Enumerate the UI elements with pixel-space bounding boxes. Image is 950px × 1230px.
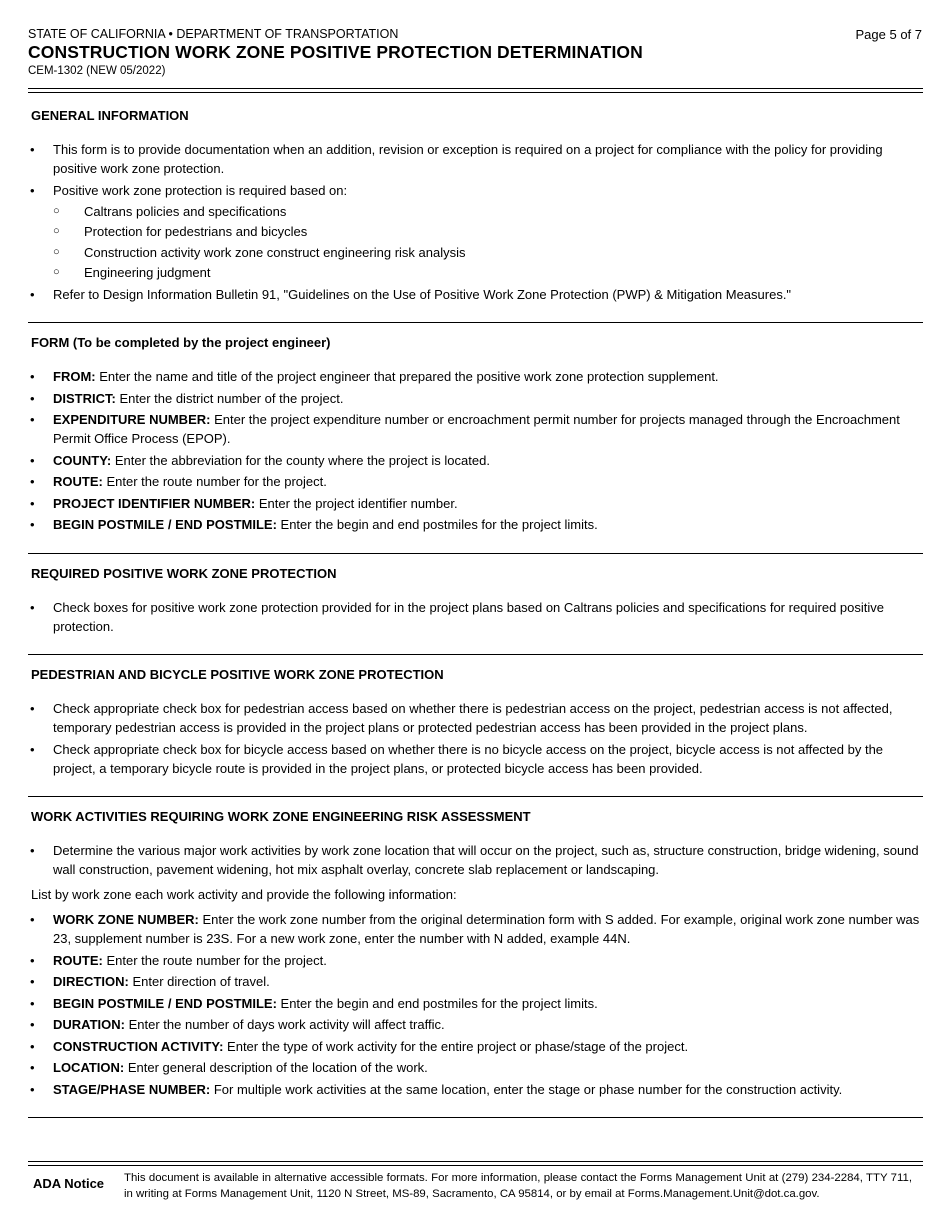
list-item-text: Positive work zone protection is required based on: (53, 182, 348, 198)
list-item (28, 1080, 923, 1099)
field-description: Enter the number of days work activity will affect traffic. (124, 1017, 445, 1032)
sub-list-item: ○ Engineering judgment (53, 263, 923, 282)
field-label: PROJECT IDENTIFIER NUMBER: (53, 495, 256, 511)
bullet-list (28, 598, 923, 636)
form-title: CONSTRUCTION WORK ZONE POSITIVE PROTECTION DETERMINATION (28, 42, 643, 62)
field-description: Enter the district number of the project. (115, 390, 344, 406)
field-label: EXPENDITURE NUMBER: (53, 412, 211, 427)
list-item (28, 1058, 923, 1077)
list-item (28, 972, 923, 991)
list-item (28, 181, 923, 283)
field-label: BEGIN POSTMILE / END POSTMILE: (53, 995, 277, 1011)
list-item (28, 472, 923, 491)
ada-notice-text: This document is available in alternative accessible formats. For more information, please contact the Forms Management Unit at (279) 234-2284, TTY 711, in writing at Forms Management Unit, 1120 N Street, MS-89, Sacramento, CA 95814, or by email at Forms.Management.Unit@dot.ca.gov. (124, 1172, 912, 1200)
sub-list-item: ○ Construction activity work zone construct engineering risk analysis (53, 243, 923, 262)
section-heading: PEDESTRIAN AND BICYCLE POSITIVE WORK ZONE PROTECTION (31, 667, 444, 682)
field-label: DURATION: (53, 1017, 125, 1032)
header-rule-bottom (28, 92, 923, 93)
sub-bullet-list (53, 202, 923, 283)
field-label: LOCATION: (53, 1060, 125, 1075)
ada-notice-label: ADA Notice (33, 1176, 105, 1191)
section-work-activities (28, 797, 923, 1118)
instructions-content (28, 96, 923, 1118)
list-item (28, 410, 923, 448)
field-label: FROM: (53, 369, 96, 384)
field-description: Enter the type of work activity for the entire project or phase/stage of the project. (223, 1038, 689, 1054)
footer-rule-top (28, 1161, 923, 1162)
field-description: Enter the name and title of the project engineer that prepared the positive work zone protection supplement. (95, 369, 719, 384)
field-description: Enter the route number for the project. (102, 474, 327, 489)
section-general-information (28, 96, 923, 323)
list-item (28, 910, 923, 948)
bullet-list (28, 841, 923, 879)
field-label: ROUTE: (53, 952, 103, 968)
list-item (28, 494, 923, 513)
header-rule-top (28, 88, 923, 89)
list-item (28, 367, 923, 386)
section-heading: REQUIRED POSITIVE WORK ZONE PROTECTION (31, 565, 337, 581)
form-number: CEM-1302 (NEW 05/2022) (28, 65, 166, 77)
footer-rule-bottom (28, 1165, 923, 1166)
section-heading: WORK ACTIVITIES REQUIRING WORK ZONE ENGINEERING RISK ASSESSMENT (31, 809, 531, 824)
bullet-list (28, 367, 923, 534)
list-item (28, 994, 923, 1013)
list-item: • Determine the various major work activities by work zone location that will occur on the project, such as, structure construction, bridge widening, sound wall construction, pavement widening, hot mix asphalt overlay, concrete slab replacement or landscaping. (28, 841, 923, 879)
field-label: DIRECTION: (53, 974, 129, 989)
field-label: CONSTRUCTION ACTIVITY: (53, 1038, 224, 1054)
field-description: Enter the project expenditure number or encroachment permit number for projects managed through the Encroachment Permit Office Process (EPOP). (53, 412, 900, 446)
field-description: Enter the route number for the project. (102, 952, 327, 968)
bullet-list (28, 140, 923, 304)
list-item: • Check appropriate check box for bicycle access based on whether there is no bicycle access on the project, bicycle access is not affected by the project, a temporary bicycle route is provided in the project plans, or protected bicycle access has been provided. (28, 740, 923, 778)
field-description: Enter the abbreviation for the county where the project is located. (111, 452, 490, 468)
list-item (28, 389, 923, 408)
section-heading: GENERAL INFORMATION (31, 108, 189, 123)
page-number: Page 5 of 7 (855, 27, 922, 42)
field-description: Enter direction of travel. (128, 974, 270, 989)
list-item (28, 515, 923, 534)
section-form (28, 323, 923, 554)
list-item (28, 951, 923, 970)
section-pedestrian-bicycle (28, 655, 923, 797)
field-label: ROUTE: (53, 474, 103, 489)
field-list (28, 910, 923, 1099)
field-description: For multiple work activities at the same location, enter the stage or phase number for the construction activity. (210, 1081, 843, 1097)
field-label: BEGIN POSTMILE / END POSTMILE: (53, 517, 277, 532)
list-item (28, 1037, 923, 1056)
field-description: Enter general description of the location of the work. (124, 1060, 428, 1075)
list-intro: List by work zone each work activity and provide the following information: (31, 887, 457, 902)
list-item: • Refer to Design Information Bulletin 91, "Guidelines on the Use of Positive Work Zone Protection (PWP) & Mitigation Measures." (28, 285, 923, 304)
list-item: • This form is to provide documentation when an addition, revision or exception is required on a project for compliance with the policy for providing positive work zone protection. (28, 140, 923, 178)
list-item (28, 1015, 923, 1034)
sub-list-item: ○ Protection for pedestrians and bicycles (53, 222, 923, 241)
field-label: COUNTY: (53, 452, 112, 468)
field-description: Enter the begin and end postmiles for the project limits. (276, 517, 598, 532)
field-description: Enter the project identifier number. (255, 495, 458, 511)
field-label: STAGE/PHASE NUMBER: (53, 1081, 211, 1097)
bullet-list (28, 699, 923, 778)
sub-list-item: ○ Caltrans policies and specifications (53, 202, 923, 221)
field-label: WORK ZONE NUMBER: (53, 912, 199, 927)
field-description: Enter the work zone number from the original determination form with S added. For example, original work zone number was 23, supplement number is 23S. For a new work zone, enter the number with N added, example 44N. (53, 912, 920, 946)
list-item (28, 451, 923, 470)
list-item: • Check boxes for positive work zone protection provided for in the project plans based on Caltrans policies and specifications for required positive protection. (28, 598, 923, 636)
section-required-protection (28, 554, 923, 656)
field-label: DISTRICT: (53, 390, 116, 406)
agency-line: STATE OF CALIFORNIA • DEPARTMENT OF TRANSPORTATION (28, 27, 399, 41)
field-description: Enter the begin and end postmiles for the project limits. (276, 995, 598, 1011)
list-item: • Check appropriate check box for pedestrian access based on whether there is pedestrian access on the project, pedestrian access is not affected, temporary pedestrian access is provided in the project plans or protected pedestrian access has been provided in the project plans. (28, 699, 923, 737)
section-heading: FORM (To be completed by the project engineer) (31, 335, 331, 350)
